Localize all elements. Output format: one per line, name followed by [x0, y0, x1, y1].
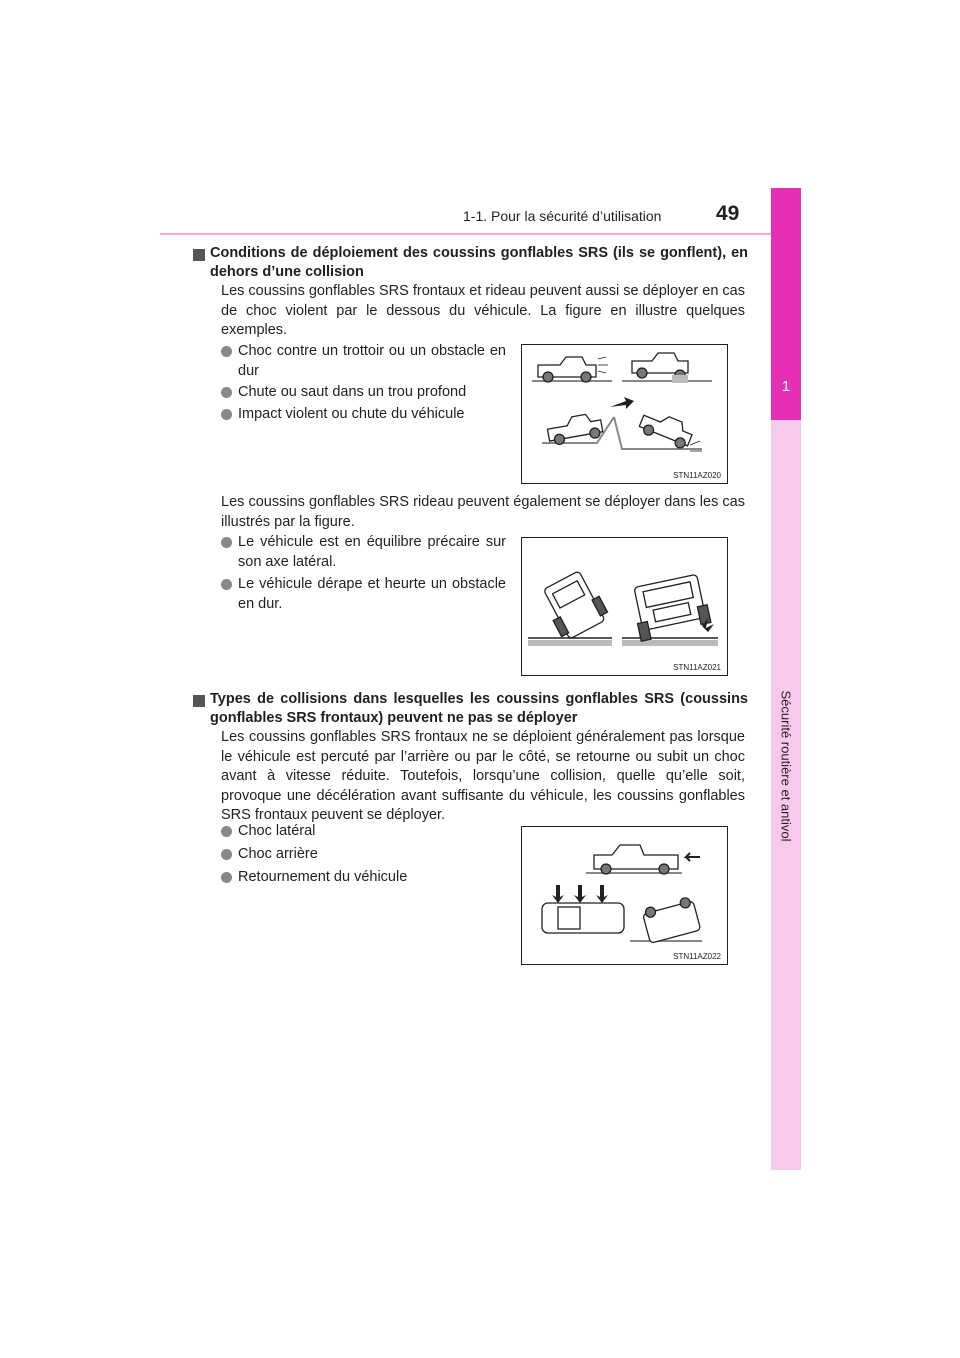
section-marker-icon: [193, 249, 205, 261]
bullet-dot-icon: [221, 387, 232, 398]
section-marker-icon: [193, 695, 205, 707]
section-title: Types de collisions dans lesquelles les coussins gonflables SRS (coussins gonflables SRS frontaux) peuvent ne pas se déployer: [210, 691, 748, 726]
running-header: 1-1. Pour la sécurité d’utilisation: [463, 208, 662, 224]
bullet-item: Le véhicule est en équilibre précaire sur son axe latéral.: [221, 533, 506, 572]
section-title: Conditions de déploiement des coussins gonflables SRS (ils se gonflent), en dehors d’une collision: [210, 245, 748, 280]
figure-curb-impact: [521, 344, 728, 484]
figure-side-tip: [521, 537, 728, 676]
bullet-dot-icon: [221, 872, 232, 883]
figure-code: STN11AZ022: [673, 952, 721, 961]
paragraph: Les coussins gonflables SRS frontaux et rideau peuvent aussi se déployer en cas de choc violent par le dessous du véhicule. La figure en illustre quelques exemples.: [221, 283, 745, 338]
bullet-item: Choc latéral: [221, 822, 506, 842]
figure-side-rear-rollover: [521, 826, 728, 965]
paragraph: Les coussins gonflables SRS frontaux ne se déploient généralement pas lorsque le véhicule est percuté par l’arrière ou par le côté, se retourne ou subit un choc avant à vitesse réduite. Toutefois, lorsqu’une collision, quelle qu’elle soit, provoque une décélération avant suffisante du véhicule, les coussins gonflables SRS frontaux peuvent se déployer.: [221, 729, 745, 823]
truck-impact-illustration: [522, 345, 727, 483]
bullet-dot-icon: [221, 826, 232, 837]
figure-code: STN11AZ021: [673, 663, 721, 672]
bullet-item: Chute ou saut dans un trou profond: [221, 383, 506, 403]
bullet-dot-icon: [221, 579, 232, 590]
bullet-item: Le véhicule dérape et heurte un obstacle en dur.: [221, 575, 506, 614]
header-divider: [160, 233, 800, 235]
chapter-side-tab[interactable]: [771, 188, 801, 1170]
chapter-number: 1: [781, 378, 791, 395]
bullet-dot-icon: [221, 346, 232, 357]
bullet-item: Retournement du véhicule: [221, 868, 506, 888]
bullet-dot-icon: [221, 409, 232, 420]
bullet-dot-icon: [221, 849, 232, 860]
paragraph: Les coussins gonflables SRS rideau peuvent également se déployer dans les cas illustrés par la figure.: [221, 494, 745, 530]
chapter-title: Sécurité routière et antivol: [778, 690, 794, 842]
bullet-dot-icon: [221, 537, 232, 548]
figure-code: STN11AZ020: [673, 471, 721, 480]
bullet-item: Choc arrière: [221, 845, 506, 865]
page-number: 49: [716, 202, 740, 225]
bullet-item: Impact violent ou chute du véhicule: [221, 405, 506, 425]
truck-tip-illustration: [522, 538, 727, 675]
collision-types-illustration: [522, 827, 727, 964]
bullet-item: Choc contre un trottoir ou un obstacle en dur: [221, 342, 506, 381]
